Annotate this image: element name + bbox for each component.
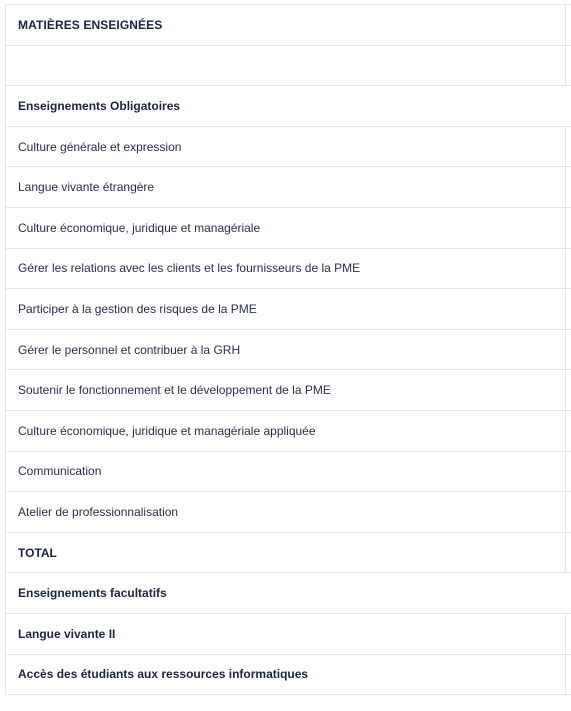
subject-label: Langue vivante étrangère <box>18 180 155 195</box>
section-row-mandatory <box>6 86 571 127</box>
subject-label: Participer à la gestion des risques de la PME <box>18 301 257 316</box>
subject-label: Communication <box>18 464 102 479</box>
table-header-row <box>6 5 571 46</box>
table-row <box>6 492 571 533</box>
table-row <box>6 655 571 696</box>
subject-label: Gérer les relations avec les clients et les fournisseurs de la PME <box>18 261 361 276</box>
subject-label: Soutenir le fonctionnement et le développement de la PME <box>18 383 331 398</box>
section-label: Enseignements Obligatoires <box>18 98 181 113</box>
subject-label: Atelier de professionnalisation <box>18 504 179 519</box>
table-row <box>6 167 571 208</box>
table-row <box>6 289 571 330</box>
section-row-optional <box>6 573 571 614</box>
subject-label: Culture générale et expression <box>18 139 182 154</box>
subject-label: Culture économique, juridique et managériale appliquée <box>18 423 316 438</box>
table-row <box>6 127 571 168</box>
table-row <box>6 614 571 655</box>
section-label: Enseignements facultatifs <box>18 586 167 601</box>
subjects-table <box>5 4 571 695</box>
table-row <box>6 411 571 452</box>
subject-label: Gérer le personnel et contribuer à la GRH <box>18 342 241 357</box>
table-header-label: MATIÈRES ENSEIGNÉES <box>18 17 163 32</box>
subject-label: Langue vivante II <box>18 626 116 641</box>
subject-label: Culture économique, juridique et managériale <box>18 220 261 235</box>
table-row <box>6 208 571 249</box>
subject-label: Accès des étudiants aux ressources informatiques <box>18 667 309 682</box>
total-row <box>6 533 571 574</box>
table-row <box>6 249 571 290</box>
total-label: TOTAL <box>18 545 57 560</box>
table-row <box>6 330 571 371</box>
table-row <box>6 452 571 493</box>
table-row <box>6 370 571 411</box>
table-row-empty <box>6 46 571 87</box>
